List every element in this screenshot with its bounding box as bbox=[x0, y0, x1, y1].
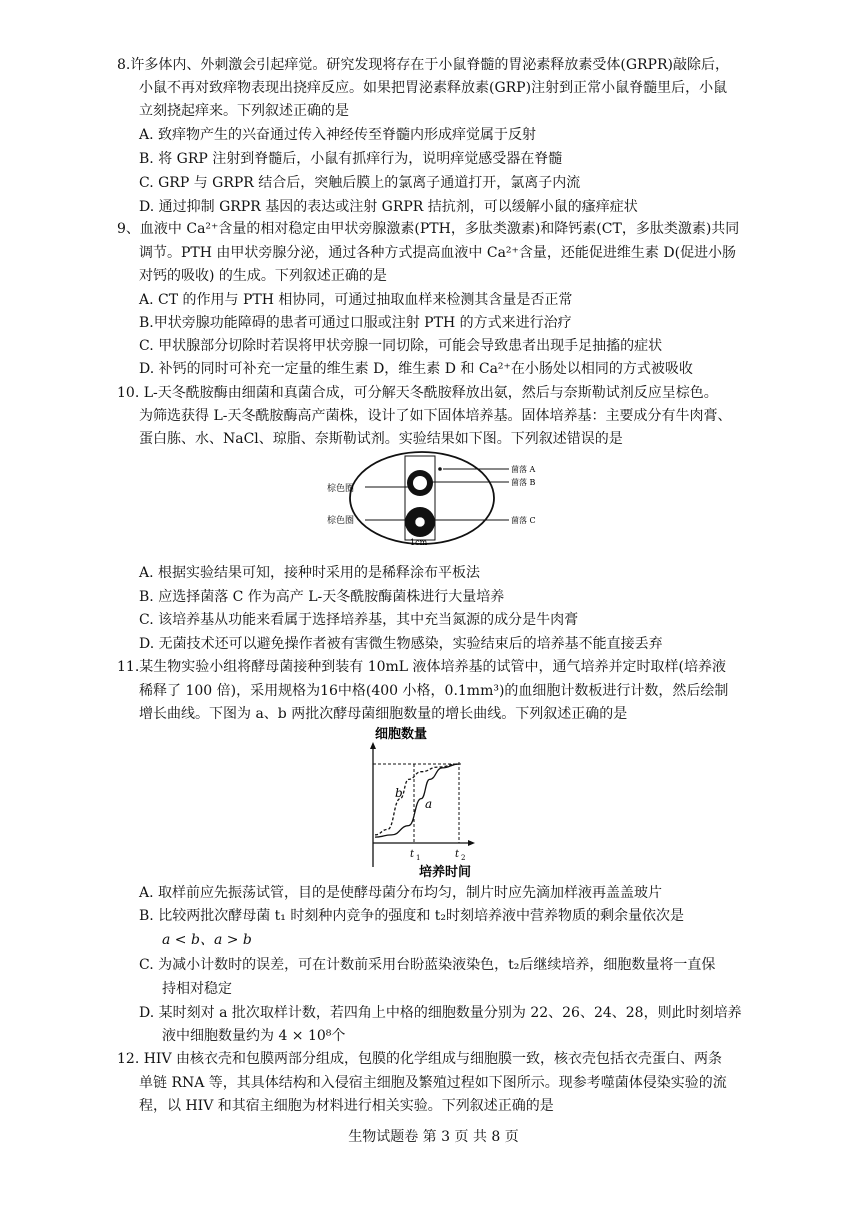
q11-stem-line-1: 11.某生物实验小组将酵母菌接种到装有 10mL 液体培养基的试管中，通气培养并定时取样(培养液 bbox=[117, 659, 727, 675]
label-b: b bbox=[395, 786, 403, 800]
x-axis-arrow bbox=[468, 840, 475, 846]
q11-stem-line-3: 增长曲线。下图为 a、b 两批次酵母菌细胞数量的增长曲线。下列叙述正确的是 bbox=[139, 706, 628, 722]
q8-option-b: B. 将 GRP 注射到脊髓后，小鼠有抓痒行为，说明痒觉感受器在脊髓 bbox=[139, 151, 563, 167]
curve-b bbox=[375, 764, 459, 835]
page-footer: 生物试题卷 第 3 页 共 8 页 bbox=[348, 1129, 519, 1145]
q8-stem-line-1: 8.许多体内、外刺激会引起痒觉。研究发现将存在于小鼠脊髓的胃泌素释放素受体(GRPR)敲除后， bbox=[117, 57, 729, 73]
label-colony-c: 菌落 C bbox=[511, 516, 536, 525]
colony-c bbox=[415, 517, 425, 527]
q11-option-d-cont: 液中细胞数量约为 4 × 10⁸个 bbox=[162, 1028, 346, 1044]
q11-option-c: C. 为减小计数时的误差，可在计数前采用台盼蓝染液染色，t₂后继续培养，细胞数量将一直保 bbox=[139, 957, 716, 973]
tick-t2: t bbox=[455, 849, 460, 860]
q9-option-d: D. 补钙的同时可补充一定量的维生素 D，维生素 D 和 Ca²⁺在小肠处以相同的方式被吸收 bbox=[139, 361, 693, 377]
growth-curve-chart bbox=[355, 722, 485, 882]
label-brown-upper: 棕色圈 bbox=[327, 484, 355, 494]
q9-stem-line-2: 调节。PTH 由甲状旁腺分泌，通过各种方式提高血液中 Ca²⁺含量，还能促进维生素 D(促进小肠 bbox=[139, 245, 737, 261]
q11-option-b-cont: a < b、a > b bbox=[162, 932, 252, 948]
q8-stem-line-3: 立刻挠起痒来。下列叙述正确的是 bbox=[139, 103, 349, 119]
tick-t1: t bbox=[410, 849, 415, 860]
q12-stem-line-2: 单链 RNA 等，其具体结构和入侵宿主细胞及繁殖过程如下图所示。现参考噬菌体侵染实验的流 bbox=[139, 1075, 727, 1091]
q10-option-b: B. 应选择菌落 C 作为高产 L-天冬酰胺酶菌株进行大量培养 bbox=[139, 589, 505, 605]
q8-option-c: C. GRP 与 GRPR 结合后，突触后膜上的氯离子通道打开，氯离子内流 bbox=[139, 175, 581, 191]
q9-option-b: B.甲状旁腺功能障碍的患者可通过口服或注射 PTH 的方式来进行治疗 bbox=[139, 315, 572, 331]
label-colony-b: 菌落 B bbox=[511, 478, 536, 487]
q10-option-c: C. 该培养基从功能来看属于选择培养基，其中充当氮源的成分是牛肉膏 bbox=[139, 612, 579, 628]
q12-stem-line-1: 12. HIV 由核衣壳和包膜两部分组成，包膜的化学组成与细胞膜一致，核衣壳包括衣壳蛋白、两条 bbox=[117, 1051, 723, 1067]
colony-b bbox=[413, 476, 427, 490]
label-a: a bbox=[425, 797, 433, 811]
q8-option-a: A. 致痒物产生的兴奋通过传入神经传至脊髓内形成痒觉属于反射 bbox=[139, 127, 537, 143]
q9-option-c: C. 甲状腺部分切除时若误将甲状旁腺一同切除，可能会导致患者出现手足抽搐的症状 bbox=[139, 338, 663, 354]
q10-option-a: A. 根据实验结果可知，接种时采用的是稀释涂布平板法 bbox=[139, 565, 481, 581]
colony-a bbox=[438, 467, 442, 471]
q10-option-d: D. 无菌技术还可以避免操作者被有害微生物感染，实验结束后的培养基不能直接丢弃 bbox=[139, 636, 663, 652]
petri-dish-figure bbox=[325, 450, 545, 550]
q8-stem-line-2: 小鼠不再对致痒物表现出挠痒反应。如果把胃泌素释放素(GRP)注射到正常小鼠脊髓里后，小鼠 bbox=[139, 80, 728, 96]
q9-stem-line-1: 9、血液中 Ca²⁺含量的相对稳定由甲状旁腺激素(PTH，多肽类激素)和降钙素(CT，多肽类激素)共同 bbox=[117, 221, 740, 237]
curve-a bbox=[375, 764, 459, 837]
q9-stem-line-3: 对钙的吸收) 的生成。下列叙述正确的是 bbox=[139, 268, 387, 284]
q11-option-a: A. 取样前应先振荡试管，目的是使酵母菌分布均匀，制片时应先滴加样液再盖盖玻片 bbox=[139, 885, 663, 901]
tick-t1-sub: 1 bbox=[416, 854, 421, 862]
q11-option-d: D. 某时刻对 a 批次取样计数，若四角上中格的细胞数量分别为 22、26、24、28，则此时刻培养 bbox=[139, 1005, 742, 1021]
q8-option-d: D. 通过抑制 GRPR 基因的表达或注射 GRPR 拮抗剂，可以缓解小鼠的瘙痒症状 bbox=[139, 199, 638, 215]
label-colony-a: 菌落 A bbox=[511, 465, 536, 474]
q11-option-b: B. 比较两批次酵母菌 t₁ 时刻种内竞争的强度和 t₂时刻培养液中营养物质的剩余量依次是 bbox=[139, 908, 685, 924]
q9-option-a: A. CT 的作用与 PTH 相协同，可通过抽取血样来检测其含量是否正常 bbox=[139, 292, 573, 308]
y-axis-arrow bbox=[370, 742, 376, 749]
q11-stem-line-2: 稀释了 100 倍)，采用规格为16中格(400 小格，0.1mm³)的血细胞计数板进行计数，然后绘制 bbox=[139, 683, 729, 699]
label-scale: 1cm bbox=[410, 538, 428, 547]
label-brown-lower: 棕色圈 bbox=[327, 516, 355, 526]
chart-xlabel: 培养时间 bbox=[419, 865, 472, 880]
q10-stem-line-2: 为筛选获得 L-天冬酰胺酶高产菌株，设计了如下固体培养基。固体培养基：主要成分有牛肉膏、 bbox=[139, 408, 732, 424]
tick-t2-sub: 2 bbox=[461, 854, 466, 862]
chart-ylabel: 细胞数量 bbox=[375, 727, 428, 742]
q11-option-c-cont: 持相对稳定 bbox=[162, 981, 232, 997]
q10-stem-line-3: 蛋白胨、水、NaCl、琼脂、奈斯勒试剂。实验结果如下图。下列叙述错误的是 bbox=[139, 431, 623, 447]
q10-stem-line-1: 10. L-天冬酰胺酶由细菌和真菌合成，可分解天冬酰胺释放出氨，然后与奈斯勒试剂反应呈棕色。 bbox=[117, 385, 718, 401]
q12-stem-line-3: 程，以 HIV 和其宿主细胞为材料进行相关实验。下列叙述正确的是 bbox=[139, 1098, 554, 1114]
